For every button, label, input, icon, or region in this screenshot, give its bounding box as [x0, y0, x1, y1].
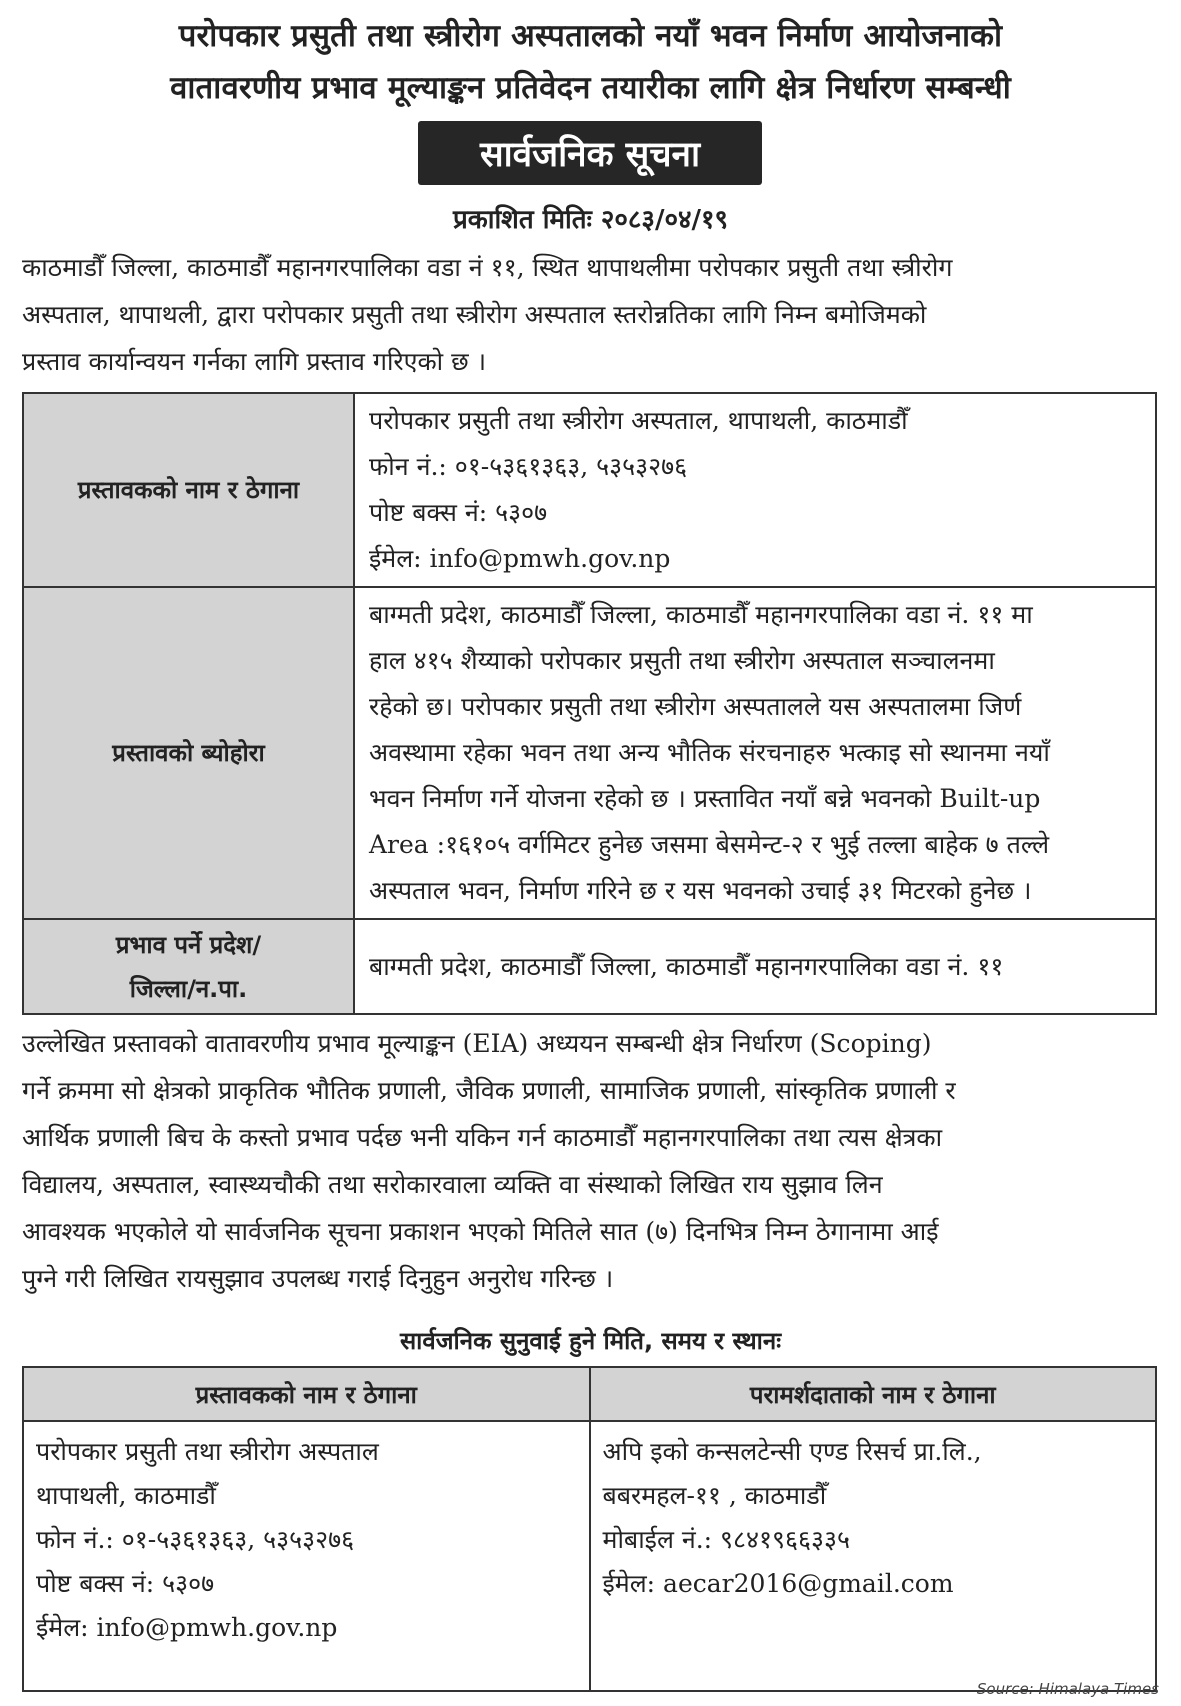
published-date: प्रकाशित मितिः २०८३/०४/१९	[452, 205, 729, 235]
contact-table	[22, 1366, 1157, 1692]
proposer-contact-line: पोष्ट बक्स नं: ५३०७	[36, 1569, 215, 1598]
proposer-contact-line: परोपकार प्रसुती तथा स्त्रीरोग अस्पताल	[36, 1437, 379, 1466]
proposal-details-table	[22, 392, 1157, 1015]
affected-area-label-line: जिल्ला/न.पा.	[129, 974, 248, 1003]
intro-line: अस्पताल, थापाथली, द्वारा परोपकार प्रसुती तथा स्त्रीरोग अस्पताल स्तरोन्नतिका लागि निम्न बमोजिमको	[22, 300, 927, 329]
proposer-contact-line: फोन नं.: ०१-५३६१३६३, ५३५३२७६	[36, 1525, 355, 1554]
proposer-value	[354, 393, 1156, 587]
proposer-label: प्रस्तावकको नाम र ठेगाना	[23, 393, 354, 587]
proposer-line: पोष्ट बक्स नं: ५३०७	[369, 498, 548, 527]
proposer-contact-cell	[23, 1421, 590, 1691]
scoping-line: आवश्यक भएकोले यो सार्वजनिक सूचना प्रकाशन भएको मितिले सात (७) दिनभित्र निम्न ठेगानामा आई	[22, 1217, 939, 1246]
proposer-line: ईमेल: info@pmwh.gov.np	[369, 544, 671, 573]
consultant-contact-line: अपि इको कन्सलटेन्सी एण्ड रिसर्च प्रा.लि.,	[602, 1437, 982, 1466]
consultant-contact-line: बबरमहल-११ , काठमाडौँ	[602, 1481, 827, 1510]
intro-paragraph	[22, 244, 1156, 385]
proposer-row	[23, 393, 1156, 587]
description-line: अस्पताल भवन, निर्माण गरिने छ र यस भवनको उचाई ३१ मिटरको हुनेछ ।	[369, 876, 1032, 905]
consultant-contact-line: मोबाईल नं.: ९८४१९६६३३५	[602, 1525, 851, 1554]
title-line-1: परोपकार प्रसुती तथा स्त्रीरोग अस्पतालको नयाँ भवन निर्माण आयोजनाको	[178, 18, 1003, 54]
affected-area-label	[23, 919, 354, 1014]
scoping-line: पुग्ने गरी लिखित रायसुझाव उपलब्ध गराई दिनुहुन अनुरोध गरिन्छ ।	[22, 1264, 614, 1293]
proposer-contact-line: थापाथली, काठमाडौँ	[36, 1481, 216, 1510]
description-line: भवन निर्माण गर्ने योजना रहेको छ । प्रस्तावित नयाँ बन्ने भवनको Built-up	[369, 784, 1041, 813]
public-notice-badge: सार्वजनिक सूचना	[418, 121, 762, 185]
consultant-contact-line: ईमेल: aecar2016@gmail.com	[602, 1569, 954, 1598]
scoping-line: गर्ने क्रममा सो क्षेत्रको प्राकृतिक भौतिक प्रणाली, जैविक प्रणाली, सामाजिक प्रणाली, सांस्कृतिक प्रणाली र	[22, 1076, 956, 1105]
scoping-paragraph	[22, 1020, 1156, 1302]
description-value	[354, 587, 1156, 919]
description-line: बाग्मती प्रदेश, काठमाडौँ जिल्ला, काठमाडौँ महानगरपालिका वडा नं. ११ मा	[369, 600, 1033, 629]
proposer-line: परोपकार प्रसुती तथा स्त्रीरोग अस्पताल, थापाथली, काठमाडौँ	[369, 406, 908, 435]
affected-area-row	[23, 919, 1156, 1014]
intro-line: काठमाडौँ जिल्ला, काठमाडौँ महानगरपालिका वडा नं ११, स्थित थापाथलीमा परोपकार प्रसुती तथा स्त्रीरोग	[22, 253, 953, 282]
scoping-line: आर्थिक प्रणाली बिच के कस्तो प्रभाव पर्दछ भनी यकिन गर्न काठमाडौँ महानगरपालिका तथा त्यस क्षेत्रका	[22, 1123, 943, 1152]
affected-area-label-line: प्रभाव पर्ने प्रदेश/	[115, 930, 262, 959]
title-line-2: वातावरणीय प्रभाव मूल्याङ्कन प्रतिवेदन तयारीका लागि क्षेत्र निर्धारण सम्बन्धी	[170, 70, 1011, 106]
consultant-column-header: परामर्शदाताको नाम र ठेगाना	[590, 1367, 1157, 1421]
description-line: रहेको छ। परोपकार प्रसुती तथा स्त्रीरोग अस्पतालले यस अस्पतालमा जिर्ण	[369, 692, 1022, 721]
contact-body-row	[23, 1421, 1156, 1691]
scoping-line: उल्लेखित प्रस्तावको वातावरणीय प्रभाव मूल्याङ्कन (EIA) अध्ययन सम्बन्धी क्षेत्र निर्धारण (Scoping)	[22, 1029, 932, 1058]
description-label: प्रस्तावको ब्योहोरा	[23, 587, 354, 919]
scoping-line: विद्यालय, अस्पताल, स्वास्थ्यचौकी तथा सरोकारवाला व्यक्ति वा संस्थाको लिखित राय सुझाव लिन	[22, 1170, 883, 1199]
affected-area-value: बाग्मती प्रदेश, काठमाडौँ जिल्ला, काठमाडौँ महानगरपालिका वडा नं. ११	[354, 919, 1156, 1014]
description-line: अवस्थामा रहेका भवन तथा अन्य भौतिक संरचनाहरु भत्काइ सो स्थानमा नयाँ	[369, 738, 1050, 767]
public-hearing-title: सार्वजनिक सुनुवाई हुने मिति, समय र स्थानः	[399, 1327, 782, 1355]
proposer-line: फोन नं.: ०१-५३६१३६३, ५३५३२७६	[369, 452, 688, 481]
description-row	[23, 587, 1156, 919]
proposer-contact-line: ईमेल: info@pmwh.gov.np	[36, 1613, 338, 1642]
contact-header-row	[23, 1367, 1156, 1421]
source-credit: Source: Himalaya Times	[976, 1680, 1159, 1698]
proposer-column-header: प्रस्तावकको नाम र ठेगाना	[23, 1367, 590, 1421]
consultant-contact-cell	[590, 1421, 1157, 1691]
description-line: Area :१६१०५ वर्गमिटर हुनेछ जसमा बेसमेन्ट-२ र भुई तल्ला बाहेक ७ तल्ले	[369, 830, 1050, 859]
description-line: हाल ४१५ शैय्याको परोपकार प्रसुती तथा स्त्रीरोग अस्पताल सञ्चालनमा	[369, 646, 995, 675]
intro-line: प्रस्ताव कार्यान्वयन गर्नका लागि प्रस्ताव गरिएको छ ।	[22, 347, 487, 376]
